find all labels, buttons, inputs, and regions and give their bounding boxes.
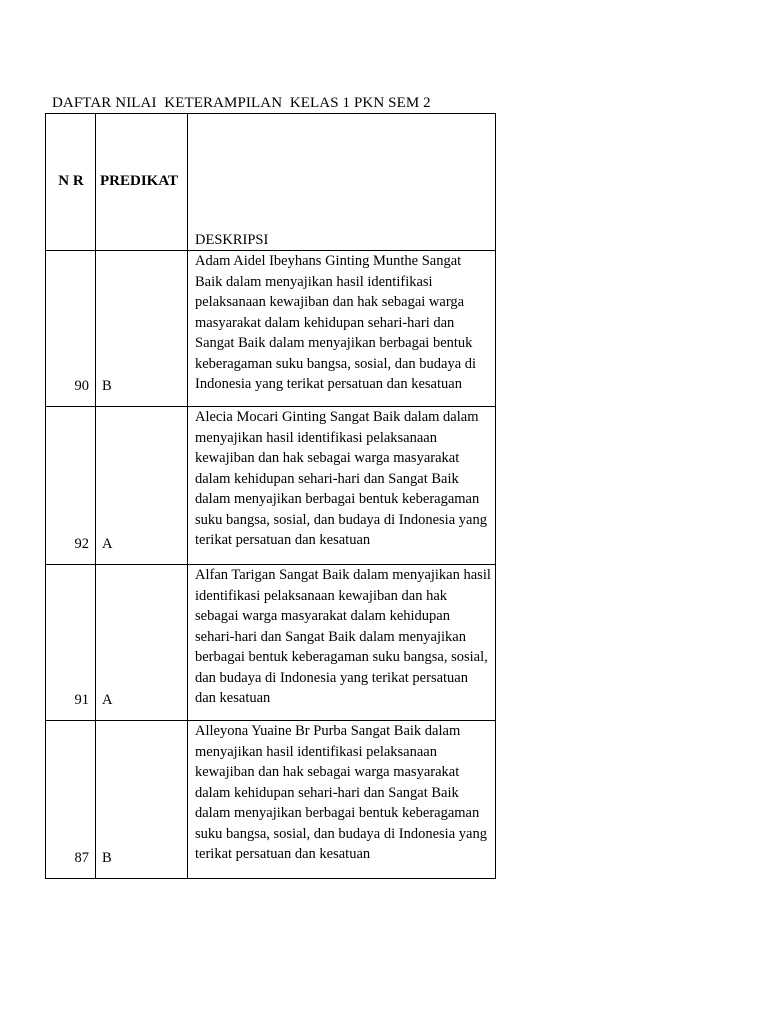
cell-predikat: A [96,565,188,721]
cell-deskripsi: Alecia Mocari Ginting Sangat Baik dalam dalam menyajikan hasil identifikasi pelaksanaan kewajiban dan hak sebagai warga masyarakat dalam kehidupan sehari-hari dan Sangat Baik dalam menyajikan berbagai bentuk keberagaman suku bangsa, sosial, dan budaya di Indonesia yang terikat persatuan dan kesatuan [188,407,496,565]
header-deskripsi: DESKRIPSI [195,231,269,248]
table-row [46,251,496,407]
cell-nr: 91 [46,565,96,721]
grades-table [45,113,496,879]
cell-deskripsi: Adam Aidel Ibeyhans Ginting Munthe Sangat Baik dalam menyajikan hasil identifikasi pelaksanaan kewajiban dan hak sebagai warga masyarakat dalam kehidupan sehari-hari dan Sangat Baik dalam menyajikan berbagai bentuk keberagaman suku bangsa, sosial, dan budaya di Indonesia yang terikat persatuan dan kesatuan [188,251,496,407]
cell-predikat: A [96,407,188,565]
table-header-row [46,114,496,251]
cell-nr: 87 [46,721,96,879]
header-cell-deskripsi [188,114,496,251]
table-row [46,565,496,721]
header-nr: N R [58,173,84,189]
cell-nr: 90 [46,251,96,407]
header-cell-nr [46,114,96,251]
cell-nr: 92 [46,407,96,565]
table-row [46,721,496,879]
document-title: DAFTAR NILAI KETERAMPILAN KELAS 1 PKN SEM 2 [52,95,431,111]
header-predikat: PREDIKAT [100,173,179,189]
table-row [46,407,496,565]
header-cell-predikat [96,114,188,251]
cell-deskripsi: Alleyona Yuaine Br Purba Sangat Baik dalam menyajikan hasil identifikasi pelaksanaan kewajiban dan hak sebagai warga masyarakat dalam kehidupan sehari-hari dan Sangat Baik dalam menyajikan berbagai bentuk keberagaman suku bangsa, sosial, dan budaya di Indonesia yang terikat persatuan dan kesatuan [188,721,496,879]
cell-predikat: B [96,721,188,879]
cell-deskripsi: Alfan Tarigan Sangat Baik dalam menyajikan hasil identifikasi pelaksanaan kewajiban dan hak sebagai warga masyarakat dalam kehidupan sehari-hari dan Sangat Baik dalam menyajikan berbagai bentuk keberagaman suku bangsa, sosial, dan budaya di Indonesia yang terikat persatuan dan kesatuan [188,565,496,721]
cell-predikat: B [96,251,188,407]
